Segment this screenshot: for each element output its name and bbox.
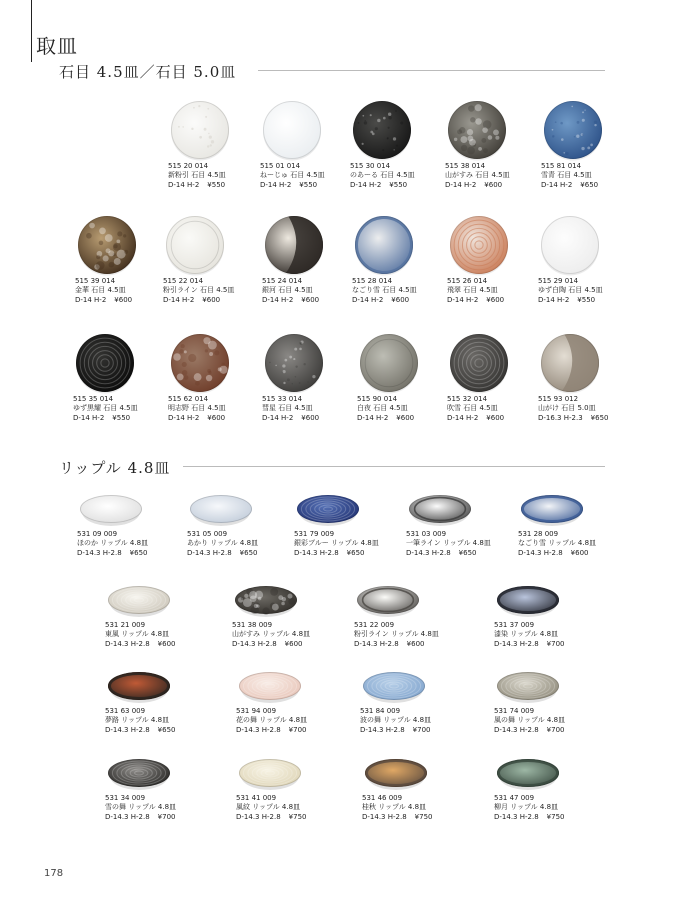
product-spec-line: [77, 549, 189, 558]
product-spec: D-14.3 H-2.8: [105, 725, 150, 734]
product-name: 山がすみ リップル 4.8皿: [232, 630, 311, 639]
product-code: 531 79 009: [294, 530, 335, 538]
product-name: なごり雪 リップル 4.8皿: [518, 539, 597, 548]
product-name: ゆず白陶 石目 4.5皿: [538, 286, 603, 295]
product-price: ¥700: [157, 812, 176, 821]
product-code: 531 74 009: [494, 707, 535, 715]
bowl-image: [107, 583, 173, 619]
product-code: 515 01 014: [260, 162, 301, 170]
product-item: [494, 669, 606, 735]
product-code: 531 41 009: [236, 794, 277, 802]
plate-image: [447, 215, 513, 277]
product-price: ¥600: [202, 295, 221, 304]
product-info: [236, 707, 348, 735]
product-price: ¥600: [570, 548, 589, 557]
product-info: [494, 621, 606, 649]
product-code: 515 93 012: [538, 395, 579, 403]
product-price: ¥650: [580, 180, 599, 189]
product-code: 515 28 014: [352, 277, 393, 285]
product-code: 531 84 009: [360, 707, 401, 715]
product-price: ¥600: [396, 413, 415, 422]
product-name: 一筆ライン リップル 4.8皿: [406, 539, 491, 548]
product-price: ¥650: [239, 548, 258, 557]
bowl-image: [364, 756, 430, 792]
product-name: 山がすみ 石目 4.5皿: [445, 171, 510, 180]
product-item: [236, 669, 348, 735]
product-code: 515 22 014: [163, 277, 204, 285]
bowl-image: [362, 669, 428, 705]
product-info: [236, 794, 348, 822]
bowl-image: [296, 492, 362, 528]
product-code: 515 26 014: [447, 277, 488, 285]
product-code: 531 47 009: [494, 794, 535, 802]
product-spec-line: [362, 813, 474, 822]
product-name: 東風 リップル 4.8皿: [105, 630, 170, 639]
product-item: [362, 756, 474, 822]
plate-image: [447, 333, 513, 395]
bowl-image: [189, 492, 255, 528]
plate-image: [350, 100, 416, 162]
product-code: 515 81 014: [541, 162, 582, 170]
product-name: 雪青 石目 4.5皿: [541, 171, 592, 180]
page-number: 178: [44, 868, 64, 879]
product-spec-line: [541, 181, 653, 190]
product-spec-line: [494, 640, 606, 649]
product-spec: D-14.3 H-2.8: [406, 548, 451, 557]
product-info: [360, 707, 472, 735]
product-price: ¥700: [288, 725, 307, 734]
product-spec: D-14.3 H-2.8: [77, 548, 122, 557]
product-spec-line: [105, 726, 217, 735]
bowl-image: [238, 756, 304, 792]
product-price: ¥600: [486, 295, 505, 304]
product-price: ¥600: [406, 639, 425, 648]
product-code: 531 03 009: [406, 530, 447, 538]
product-spec: D-14.3 H-2.8: [494, 639, 539, 648]
product-info: [518, 530, 630, 558]
bowl-image: [238, 669, 304, 705]
product-info: [538, 277, 650, 305]
product-item: [494, 583, 606, 649]
product-code: 515 38 014: [445, 162, 486, 170]
bowl-image: [356, 583, 422, 619]
product-code: 531 09 009: [77, 530, 118, 538]
product-code: 515 33 014: [262, 395, 303, 403]
product-price: ¥750: [288, 812, 307, 821]
section-heading-ripple: リップル 4.8皿: [59, 459, 171, 477]
product-spec: D-14 H-2: [260, 180, 292, 189]
product-price: ¥700: [412, 725, 431, 734]
product-item: [360, 669, 472, 735]
product-name: ゆず黒耀 石目 4.5皿: [73, 404, 138, 413]
product-item: [163, 215, 275, 305]
product-spec-line: [494, 813, 606, 822]
product-name: ねーじゅ 石目 4.5皿: [260, 171, 325, 180]
product-spec-line: [538, 414, 650, 423]
product-info: [494, 707, 606, 735]
product-spec: D-14 H-2: [538, 295, 570, 304]
bowl-image: [234, 583, 300, 619]
product-code: 515 20 014: [168, 162, 209, 170]
product-item: [494, 756, 606, 822]
product-spec-line: [105, 640, 217, 649]
product-price: ¥650: [157, 725, 176, 734]
plate-image: [262, 333, 328, 395]
product-spec: D-14 H-2: [262, 413, 294, 422]
product-item: [77, 492, 189, 558]
product-spec-line: [232, 640, 344, 649]
product-spec: D-14 H-2: [163, 295, 195, 304]
product-item: [105, 756, 217, 822]
product-price: ¥600: [207, 413, 226, 422]
bowl-image: [496, 669, 562, 705]
product-spec-line: [518, 549, 630, 558]
bowl-image: [408, 492, 474, 528]
title-rule: [31, 0, 32, 62]
product-name: 山がけ 石目 5.0皿: [538, 404, 596, 413]
product-spec: D-14.3 H-2.8: [494, 812, 539, 821]
product-spec-line: [360, 726, 472, 735]
plate-image: [168, 333, 234, 395]
product-name: 銀河 石目 4.5皿: [262, 286, 313, 295]
product-spec: D-14.3 H-2.8: [236, 812, 281, 821]
bowl-image: [496, 583, 562, 619]
product-spec: D-14 H-2: [73, 413, 105, 422]
product-info: [541, 162, 653, 190]
section-divider: [258, 70, 605, 71]
product-name: 白夜 石目 4.5皿: [357, 404, 408, 413]
product-spec: D-14.3 H-2.8: [232, 639, 277, 648]
product-spec: D-14 H-2: [352, 295, 384, 304]
bowl-image: [107, 756, 173, 792]
product-spec: D-14.3 H-2.8: [105, 812, 150, 821]
plate-image: [262, 215, 328, 277]
product-name: 雪の舞 リップル 4.8皿: [105, 803, 177, 812]
product-info: [362, 794, 474, 822]
product-price: ¥650: [590, 413, 609, 422]
bowl-image: [520, 492, 586, 528]
product-name: 粉引ライン リップル 4.8皿: [354, 630, 439, 639]
product-spec-line: [187, 549, 299, 558]
product-spec: D-14.3 H-2.8: [494, 725, 539, 734]
product-spec: D-14.3 H-2.8: [360, 725, 405, 734]
product-price: ¥650: [129, 548, 148, 557]
product-code: 531 34 009: [105, 794, 146, 802]
product-info: [77, 530, 189, 558]
product-price: ¥600: [301, 413, 320, 422]
product-spec: D-14 H-2: [75, 295, 107, 304]
product-code: 515 29 014: [538, 277, 579, 285]
product-name: 銀彩ブルー リップル 4.8皿: [294, 539, 379, 548]
product-spec-line: [494, 726, 606, 735]
product-spec: D-14 H-2: [447, 413, 479, 422]
product-code: 531 22 009: [354, 621, 395, 629]
product-name: 花の舞 リップル 4.8皿: [236, 716, 308, 725]
product-info: [538, 395, 650, 423]
product-item: [232, 583, 344, 649]
plate-image: [357, 333, 423, 395]
plate-image: [163, 215, 229, 277]
product-item: [538, 215, 650, 305]
plate-image: [538, 333, 604, 395]
page-title: 取皿: [36, 34, 78, 58]
product-name: 粉引ライン 石目 4.5皿: [163, 286, 235, 295]
product-name: のあーる 石目 4.5皿: [350, 171, 415, 180]
product-info: [163, 277, 275, 305]
product-name: なごり雪 石目 4.5皿: [352, 286, 417, 295]
plate-image: [260, 100, 326, 162]
product-code: 515 24 014: [262, 277, 303, 285]
product-item: [187, 492, 299, 558]
product-item: [354, 583, 466, 649]
product-price: ¥600: [301, 295, 320, 304]
product-price: ¥550: [299, 180, 318, 189]
product-spec: D-14 H-2: [445, 180, 477, 189]
product-code: 531 38 009: [232, 621, 273, 629]
product-spec: D-14.3 H-2.8: [362, 812, 407, 821]
product-item: [406, 492, 518, 558]
product-item: [105, 583, 217, 649]
product-name: 飛翠 石目 4.5皿: [447, 286, 498, 295]
product-price: ¥700: [546, 725, 565, 734]
product-info: [105, 707, 217, 735]
product-spec-line: [163, 296, 275, 305]
product-spec: D-14 H-2: [168, 180, 200, 189]
product-info: [105, 794, 217, 822]
product-name: 漆染 リップル 4.8皿: [494, 630, 559, 639]
bowl-image: [107, 669, 173, 705]
product-spec: D-14 H-2: [168, 413, 200, 422]
product-name: ほのか リップル 4.8皿: [77, 539, 149, 548]
product-price: ¥600: [157, 639, 176, 648]
product-price: ¥600: [486, 413, 505, 422]
product-name: 風の舞 リップル 4.8皿: [494, 716, 566, 725]
product-item: [105, 669, 217, 735]
product-spec-line: [538, 296, 650, 305]
plate-image: [168, 100, 234, 162]
product-price: ¥550: [112, 413, 131, 422]
product-spec-line: [294, 549, 406, 558]
product-spec-line: [105, 813, 217, 822]
product-spec: D-14.3 H-2.8: [354, 639, 399, 648]
product-price: ¥650: [346, 548, 365, 557]
product-price: ¥600: [114, 295, 133, 304]
product-item: [538, 333, 650, 423]
product-price: ¥550: [389, 180, 408, 189]
product-code: 531 37 009: [494, 621, 535, 629]
product-code: 531 21 009: [105, 621, 146, 629]
product-spec: D-14.3 H-2.8: [518, 548, 563, 557]
product-spec-line: [236, 813, 348, 822]
bowl-image: [496, 756, 562, 792]
product-name: 新粉引 石目 4.5皿: [168, 171, 226, 180]
product-code: 515 39 014: [75, 277, 116, 285]
product-price: ¥550: [577, 295, 596, 304]
product-code: 515 90 014: [357, 395, 398, 403]
product-item: [236, 756, 348, 822]
product-info: [294, 530, 406, 558]
product-spec-line: [406, 549, 518, 558]
product-name: 桂秋 リップル 4.8皿: [362, 803, 427, 812]
product-spec-line: [236, 726, 348, 735]
product-code: 515 35 014: [73, 395, 114, 403]
product-item: [518, 492, 630, 558]
product-price: ¥650: [458, 548, 477, 557]
product-price: ¥550: [207, 180, 226, 189]
product-spec: D-14.3 H-2.8: [236, 725, 281, 734]
product-info: [406, 530, 518, 558]
plate-image: [73, 333, 139, 395]
product-name: あかり リップル 4.8皿: [187, 539, 259, 548]
product-spec: D-14.3 H-2.8: [187, 548, 232, 557]
product-price: ¥750: [546, 812, 565, 821]
product-info: [354, 621, 466, 649]
plate-image: [538, 215, 604, 277]
product-spec: D-14 H-2: [350, 180, 382, 189]
product-info: [187, 530, 299, 558]
plate-image: [445, 100, 511, 162]
product-spec-line: [354, 640, 466, 649]
product-name: 夢路 リップル 4.8皿: [105, 716, 170, 725]
section-heading-ishime: 石目 4.5皿／石目 5.0皿: [59, 63, 237, 81]
product-code: 531 94 009: [236, 707, 277, 715]
product-name: 柳月 リップル 4.8皿: [494, 803, 559, 812]
product-spec: D-14 H-2: [357, 413, 389, 422]
product-spec: D-14 H-2: [447, 295, 479, 304]
product-name: 波の舞 リップル 4.8皿: [360, 716, 432, 725]
product-code: 531 46 009: [362, 794, 403, 802]
product-name: 吹雪 石目 4.5皿: [447, 404, 498, 413]
product-price: ¥700: [546, 639, 565, 648]
plate-image: [75, 215, 141, 277]
product-code: 531 28 009: [518, 530, 559, 538]
plate-image: [541, 100, 607, 162]
product-name: 風紋 リップル 4.8皿: [236, 803, 301, 812]
product-code: 515 62 014: [168, 395, 209, 403]
product-info: [494, 794, 606, 822]
product-code: 531 63 009: [105, 707, 146, 715]
product-spec: D-14 H-2: [541, 180, 573, 189]
product-item: [541, 100, 653, 190]
product-name: 明志野 石目 4.5皿: [168, 404, 226, 413]
product-name: 金華 石目 4.5皿: [75, 286, 126, 295]
product-name: 彗星 石目 4.5皿: [262, 404, 313, 413]
section-divider: [183, 466, 605, 467]
product-info: [232, 621, 344, 649]
product-code: 531 05 009: [187, 530, 228, 538]
product-info: [105, 621, 217, 649]
product-price: ¥600: [391, 295, 410, 304]
product-item: [294, 492, 406, 558]
product-code: 515 30 014: [350, 162, 391, 170]
product-price: ¥600: [284, 639, 303, 648]
product-spec: D-14 H-2: [262, 295, 294, 304]
product-price: ¥750: [414, 812, 433, 821]
product-spec: D-16.3 H-2.3: [538, 413, 583, 422]
product-code: 515 32 014: [447, 395, 488, 403]
product-spec: D-14.3 H-2.8: [105, 639, 150, 648]
product-price: ¥600: [484, 180, 503, 189]
product-spec: D-14.3 H-2.8: [294, 548, 339, 557]
plate-image: [352, 215, 418, 277]
bowl-image: [79, 492, 145, 528]
